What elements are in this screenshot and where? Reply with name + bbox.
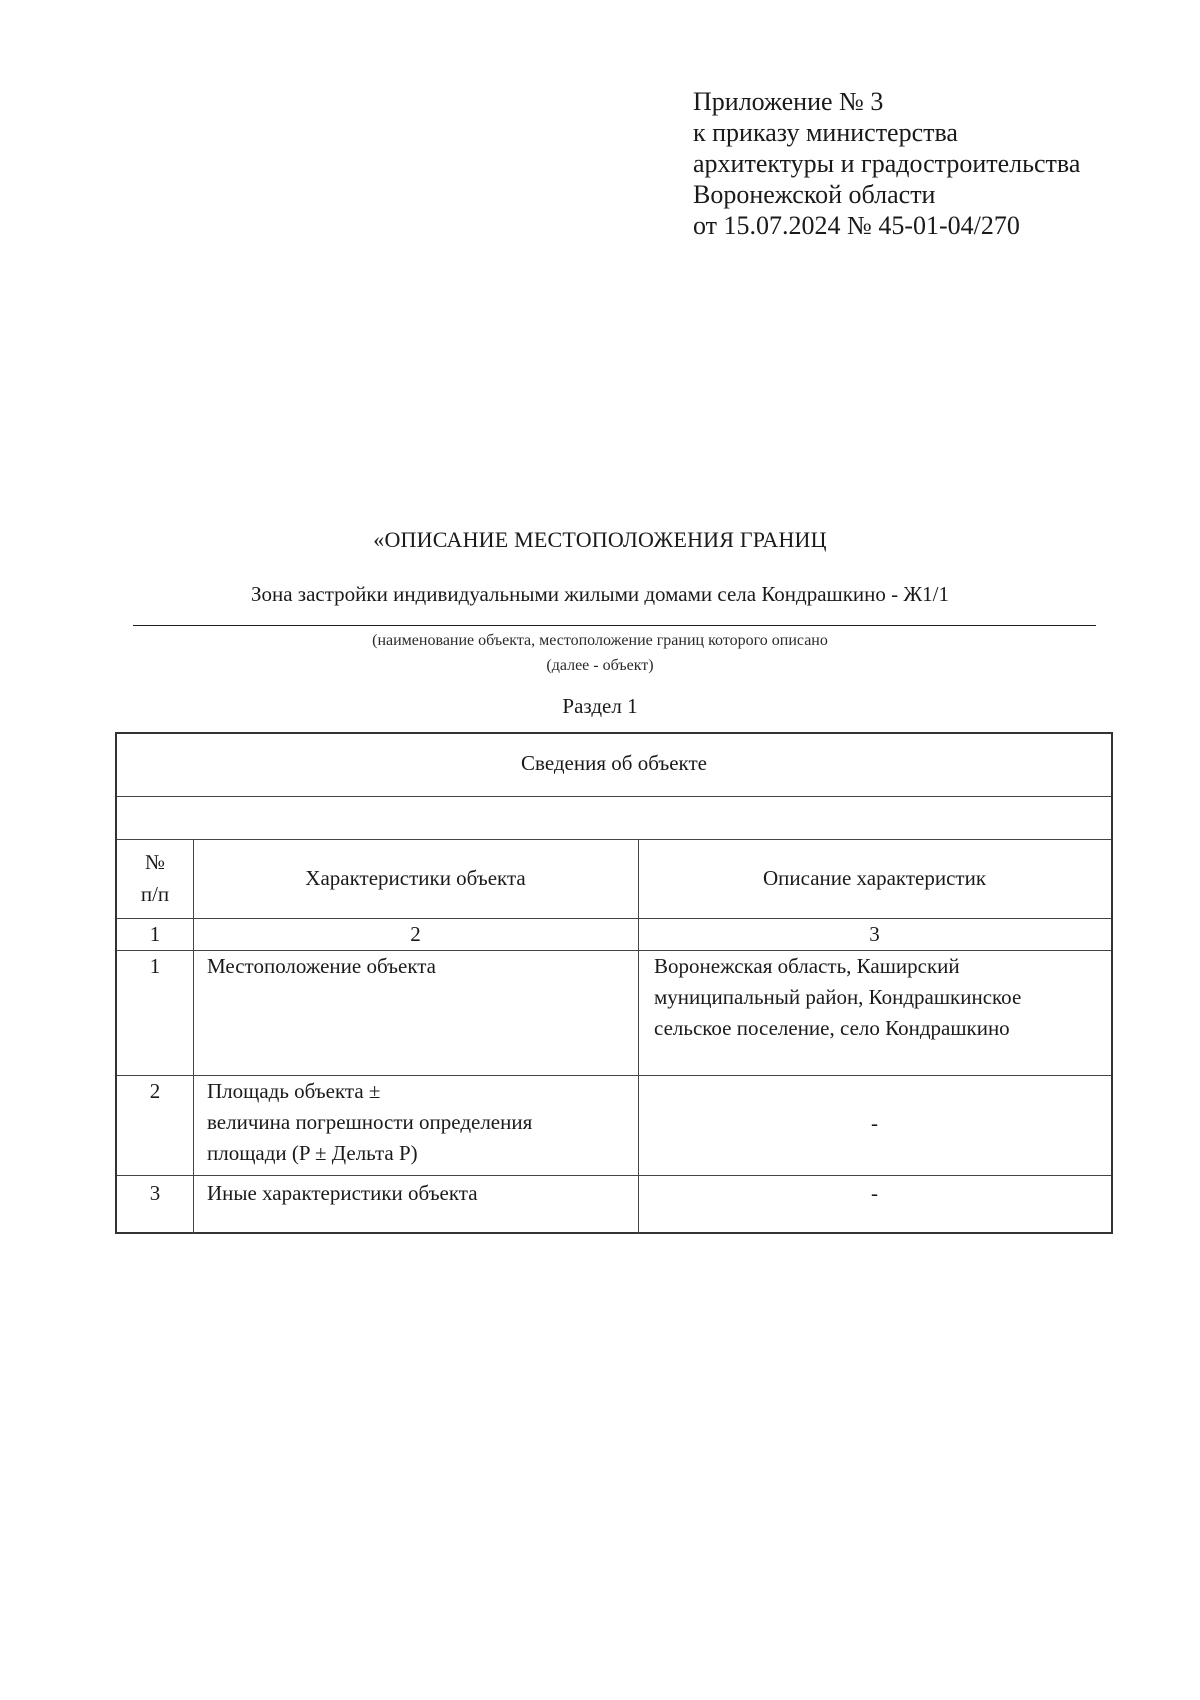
header-num-line: № <box>144 850 166 874</box>
row-description-line: Воронежская область, Каширский <box>654 954 960 978</box>
row-characteristic-line: Местоположение объекта <box>207 954 437 978</box>
table-divider <box>117 839 1111 840</box>
row-characteristic <box>207 1178 627 1209</box>
table-divider <box>117 1175 1111 1176</box>
table-column-divider <box>638 839 639 1234</box>
appendix-line: Воронежской области <box>693 180 936 209</box>
row-characteristic-line: Иные характеристики объекта <box>207 1181 478 1205</box>
column-number: 3 <box>869 922 880 946</box>
row-description-line: муниципальный район, Кондрашкинское <box>654 985 1022 1009</box>
row-number: 2 <box>149 1079 161 1103</box>
header-num-line: п/п <box>140 882 170 906</box>
header-description: Описание характеристик <box>762 866 987 890</box>
section-label: Раздел 1 <box>562 694 638 718</box>
appendix-header <box>693 86 1080 241</box>
row-description <box>654 951 1104 1044</box>
row-characteristic <box>207 951 627 982</box>
caption-line-2: (далее - объект) <box>546 657 654 674</box>
row-description: - <box>871 1111 878 1135</box>
object-name: Зона застройки индивидуальными жилыми домами села Кондрашкино - Ж1/1 <box>250 582 950 606</box>
row-description: - <box>871 1181 878 1205</box>
appendix-line: Приложение № 3 <box>693 87 884 116</box>
column-number: 2 <box>410 922 421 946</box>
row-characteristic-line: площади (P ± Дельта P) <box>207 1141 418 1165</box>
row-number: 1 <box>149 954 161 978</box>
row-number: 3 <box>149 1181 161 1205</box>
caption-line-1: (наименование объекта, местоположение границ которого описано <box>372 632 828 649</box>
column-number: 1 <box>149 922 161 946</box>
row-characteristic-line: Площадь объекта ± <box>207 1079 381 1103</box>
header-characteristics: Характеристики объекта <box>305 866 526 890</box>
object-info-table <box>115 732 1113 1234</box>
appendix-line: к приказу министерства <box>693 118 958 147</box>
row-characteristic <box>207 1076 632 1169</box>
appendix-line: архитектуры и градостроительства <box>693 149 1081 178</box>
header-num <box>117 846 193 910</box>
appendix-line: от 15.07.2024 № 45-01-04/270 <box>693 211 1020 240</box>
row-characteristic-line: величина погрешности определения <box>207 1110 533 1134</box>
table-column-divider <box>193 839 194 1234</box>
object-name-underline <box>133 625 1096 626</box>
table-divider <box>117 796 1111 797</box>
table-title: Сведения об объекте <box>521 751 707 775</box>
document-title: «ОПИСАНИЕ МЕСТОПОЛОЖЕНИЯ ГРАНИЦ <box>373 527 827 552</box>
row-description-line: сельское поселение, село Кондрашкино <box>654 1016 1010 1040</box>
